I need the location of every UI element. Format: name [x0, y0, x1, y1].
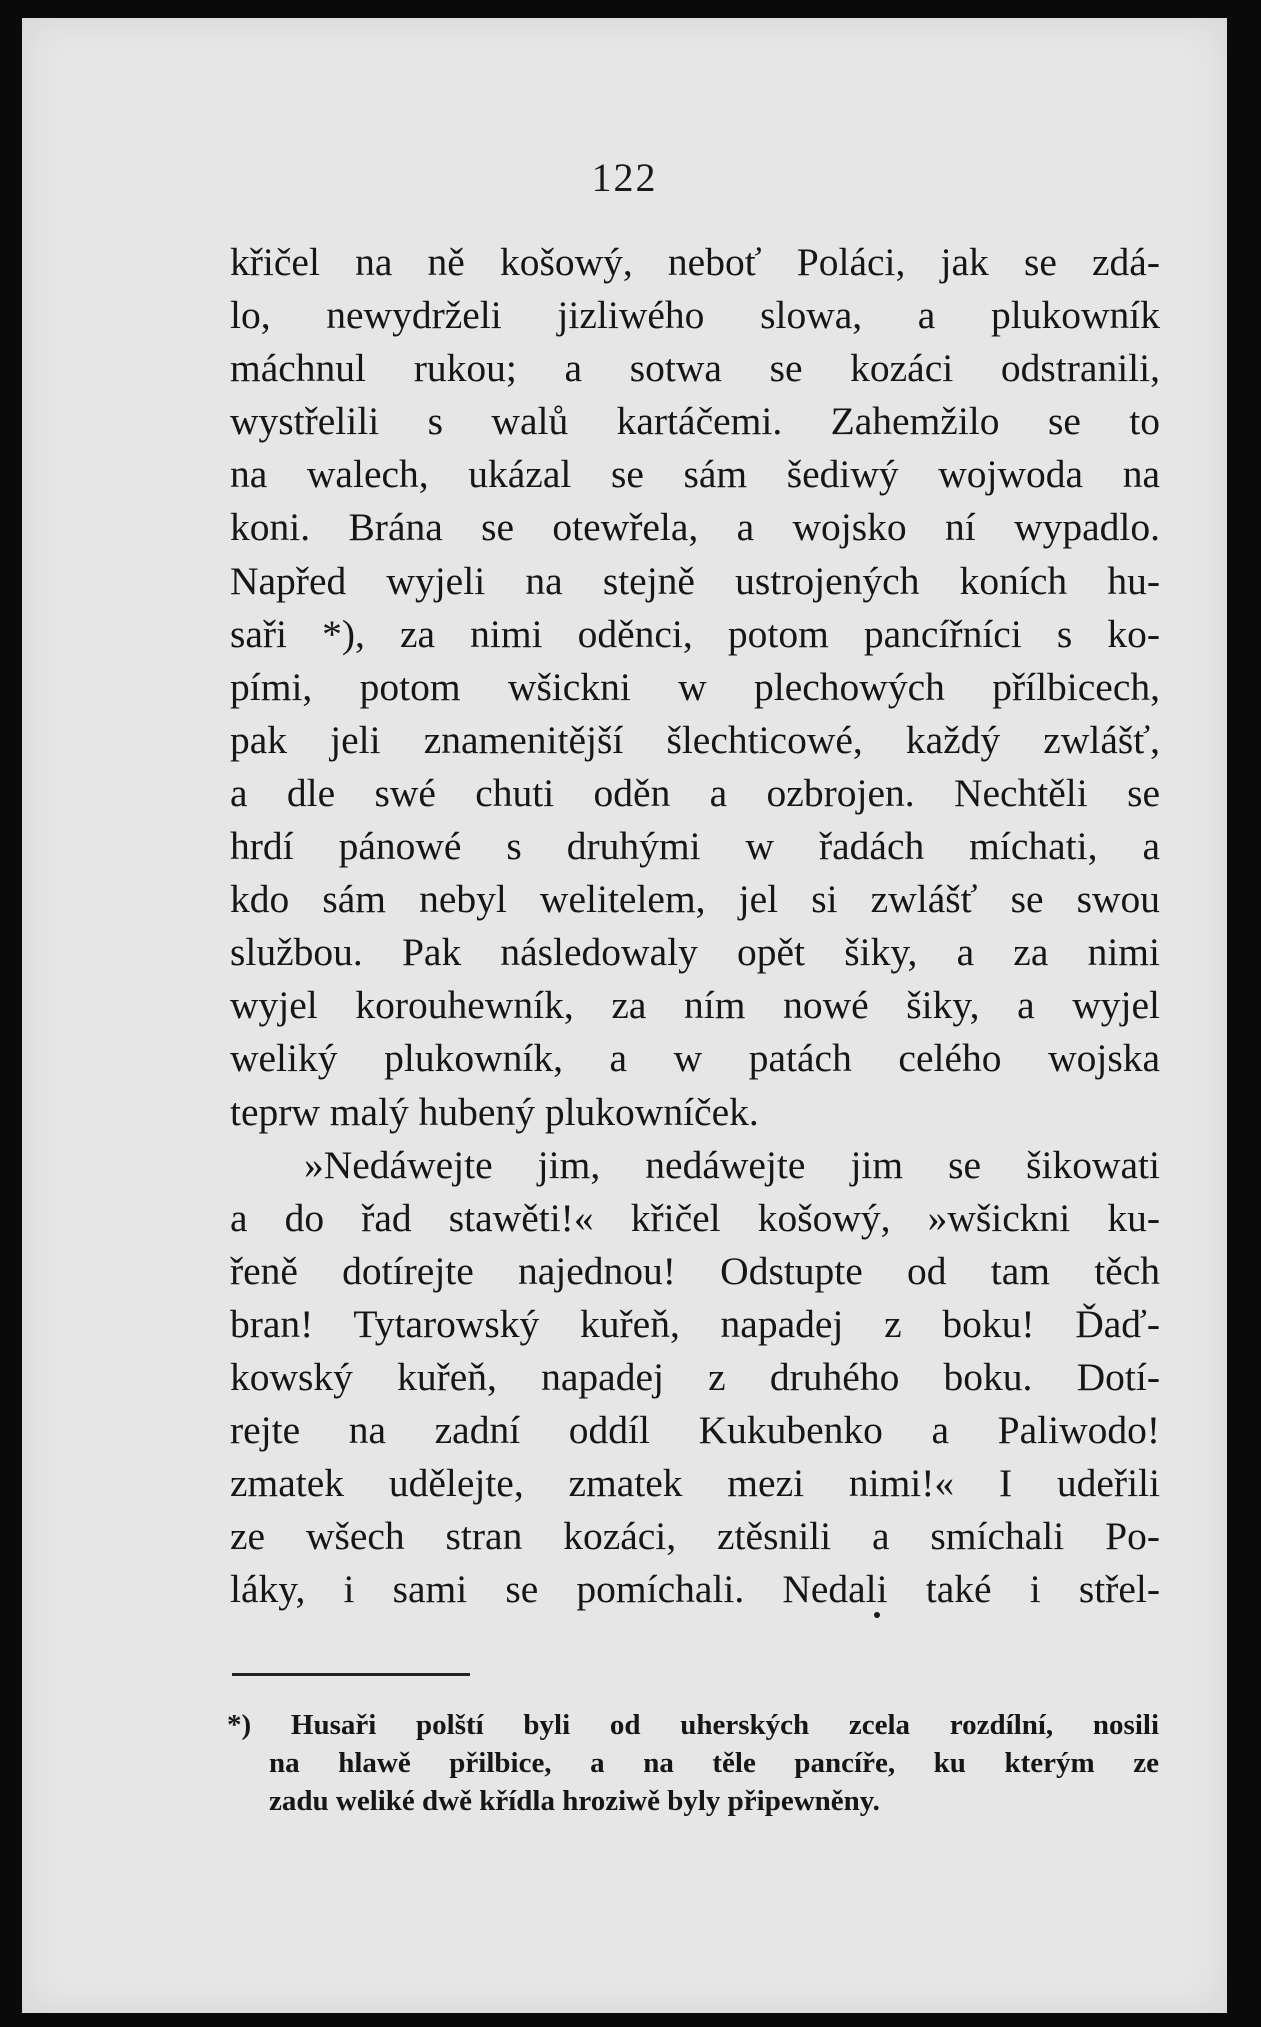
- text-line: wyjel korouhewník, za ním nowé šiky, a wyjel: [230, 983, 1160, 1028]
- text-line: a dle swé chuti oděn a ozbrojen. Nechtěli se: [230, 770, 1160, 815]
- body-text: [230, 236, 1160, 1616]
- text-line: koni. Brána se otewřela, a wojsko ní wypadlo.: [230, 505, 1160, 550]
- text-line: ze wšech stran kozáci, ztěsnili a smíchali Po-: [230, 1514, 1160, 1559]
- footnote-line: *) Husaři polští byli od uherských zcela rozdílní, nosili: [227, 1709, 1159, 1741]
- footnote-line: na hlawě přilbice, a na těle pancíře, ku kterým ze: [269, 1747, 1159, 1779]
- text-line: pak jeli znamenitější šlechticowé, každý zwlášť,: [230, 717, 1160, 762]
- text-line: a do řad stawěti!« křičel košowý, »wšickni ku-: [230, 1195, 1160, 1240]
- text-line: láky, i sami se pomíchali. Nedali také i střel-: [230, 1567, 1160, 1612]
- text-line: weliký plukowník, a w patách celého wojska: [230, 1036, 1160, 1081]
- text-line: teprw malý hubený plukowníček.: [230, 1089, 759, 1134]
- text-line: kowský kuřeň, napadej z druhého boku. Dotí-: [230, 1354, 1160, 1399]
- footnote: [227, 1706, 1159, 1820]
- ink-dot: [874, 1612, 880, 1618]
- text-line: kdo sám nebyl welitelem, jel si zwlášť se swou: [230, 877, 1160, 922]
- text-line: křičel na ně košowý, neboť Poláci, jak se zdá-: [230, 240, 1160, 284]
- footnote-line: zadu weliké dwě křídla hroziwě byly připewněny.: [269, 1785, 880, 1817]
- text-line: »Nedáwejte jim, nedáwejte jim se šikowati: [304, 1142, 1160, 1187]
- page-number: 122: [591, 155, 658, 200]
- text-line: Napřed wyjeli na stejně ustrojených koních hu-: [230, 558, 1160, 603]
- text-line: službou. Pak následowaly opět šiky, a za nimi: [230, 930, 1160, 975]
- text-line: na walech, ukázal se sám šediwý wojwoda na: [230, 452, 1160, 497]
- text-line: rejte na zadní oddíl Kukubenko a Paliwodo!: [230, 1408, 1160, 1453]
- footnote-divider: [232, 1673, 470, 1676]
- book-page: [22, 18, 1227, 2013]
- text-line: zmatek udělejte, zmatek mezi nimi!« I udeřili: [230, 1461, 1160, 1506]
- text-line: pími, potom wšickni w plechowých přílbicech,: [230, 664, 1160, 709]
- text-line: řeně dotírejte najednou! Odstupte od tam těch: [230, 1248, 1160, 1293]
- text-line: hrdí pánowé s druhými w řadách míchati, a: [230, 824, 1160, 869]
- text-line: bran! Tytarowský kuřeň, napadej z boku! Ďaď-: [230, 1301, 1160, 1346]
- text-line: máchnul rukou; a sotwa se kozáci odstranili,: [230, 346, 1160, 391]
- text-line: saři *), za nimi oděnci, potom pancířníci s ko-: [230, 611, 1160, 656]
- text-line: wystřelili s walů kartáčemi. Zahemžilo se to: [230, 399, 1160, 444]
- text-line: lo, newydrželi jizliwého slowa, a plukowník: [230, 293, 1160, 338]
